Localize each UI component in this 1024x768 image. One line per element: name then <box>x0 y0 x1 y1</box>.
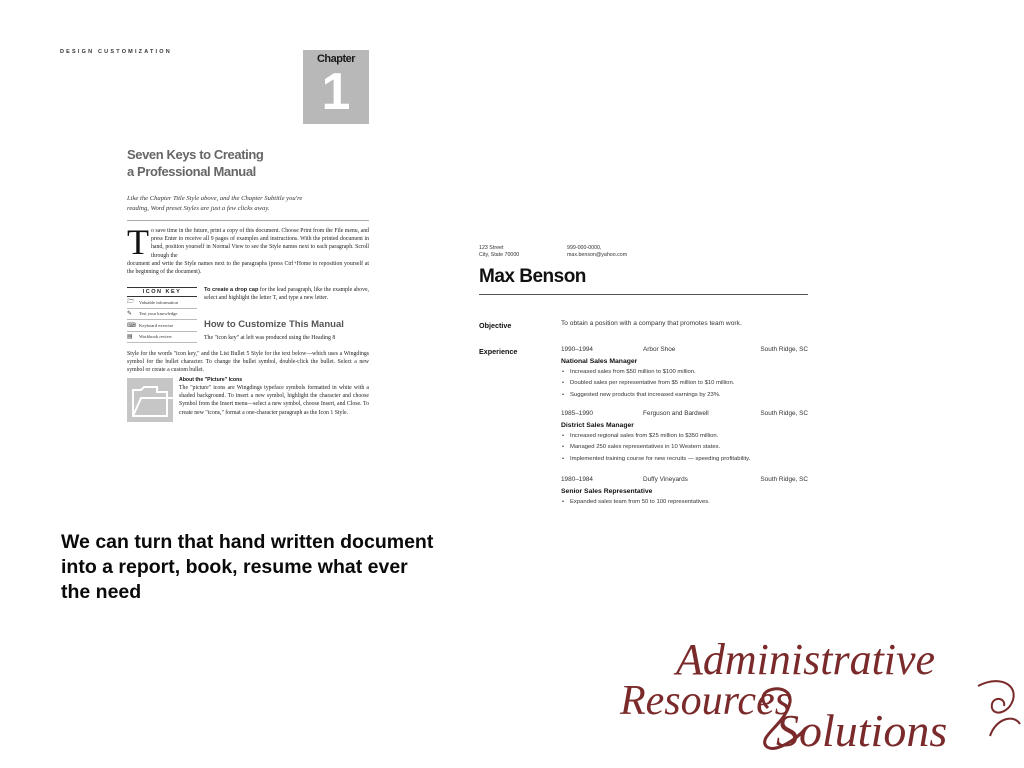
logo-line1: Administrative <box>676 635 936 684</box>
job-bullets <box>561 431 808 465</box>
manual-title-line2: a Professional Manual <box>127 164 256 179</box>
resume-contact <box>567 245 627 259</box>
dropcap-tip <box>204 286 369 302</box>
resume-name: Max Benson <box>479 266 586 287</box>
drop-cap: T <box>127 222 149 262</box>
address-line2: City, State 70000 <box>479 251 520 258</box>
customize-heading: How to Customize This Manual <box>204 319 344 330</box>
job-dates: 1980–1984 <box>561 476 593 483</box>
job-bullet: • Increased sales from $50 million to $100 million. <box>561 367 808 378</box>
manual-title <box>127 146 327 180</box>
address-line1: 123 Street <box>479 245 504 251</box>
job-bullet: • Implemented training course for new recruits — speeding profitability. <box>561 454 808 465</box>
job-entry <box>561 346 808 401</box>
intro-paragraph: o save time in the future, print a copy of this document. Choose Print from the File menu, and press Enter to receive all 9 pages of examples and instructions. With the printed document in hand, position yourself in Normal View to see the Style names next to each paragraph. Scroll through the <box>151 228 369 259</box>
logo-line2b: Solutions <box>776 705 948 756</box>
job-header <box>561 410 808 420</box>
job-title: Senior Sales Representative <box>561 488 653 495</box>
icon-key <box>127 287 197 343</box>
job-title: National Sales Manager <box>561 358 638 365</box>
icon-key-row <box>127 332 197 344</box>
company-logo <box>618 628 1024 758</box>
divider <box>479 294 808 295</box>
divider <box>127 220 369 221</box>
job-dates: 1990–1994 <box>561 346 593 353</box>
job-bullet: • Managed 250 sales representatives in 10 Western states. <box>561 442 808 453</box>
job-bullet: • Suggested new products that increased earnings by 23%. <box>561 390 808 401</box>
objective-label: Objective <box>479 321 512 330</box>
chapter-number: 1 <box>321 63 351 121</box>
icon-key-row <box>127 309 197 321</box>
job-company: Arbor Shoe <box>643 346 676 353</box>
picture-icons-text: The "picture" icons are Wingdings typeface symbols formatted in white with a shaded background. To insert a new symbol, highlight the character and choose Symbol from the Insert menu—select a new symbol, choose Insert, and Close. To create new "icons," format a one-character paragraph as the Icon 1 Style. <box>179 385 369 416</box>
pencil-icon: ✎ <box>127 310 133 318</box>
workbook-icon: ▤ <box>127 333 133 341</box>
manual-title-line1: Seven Keys to Creating <box>127 147 264 162</box>
dropcap-tip-lead: To create a drop cap <box>204 287 259 293</box>
icon-key-label: Test your knowledge <box>139 311 178 317</box>
manual-section-header: DESIGN CUSTOMIZATION <box>60 49 172 55</box>
job-company: Duffy Vineyards <box>643 476 688 483</box>
logo-line2a: Resources <box>620 678 792 724</box>
job-header <box>561 476 808 486</box>
job-company: Ferguson and Bardwell <box>643 410 709 417</box>
job-location: South Ridge, SC <box>760 476 808 483</box>
customize-paragraph: The "icon key" at left was produced using the Heading 8 <box>204 335 336 341</box>
resume-email: max.benson@yahoo.com <box>567 251 628 258</box>
picture-icons-heading: About the "Picture" Icons <box>179 377 243 383</box>
keyboard-icon: ⌨ <box>127 321 136 329</box>
job-bullets <box>561 367 808 401</box>
job-entry <box>561 410 808 465</box>
icon-key-label: Workbook review <box>139 334 172 340</box>
job-bullets <box>561 497 808 508</box>
icon-key-row <box>127 320 197 332</box>
icon-key-row <box>127 297 197 309</box>
intro-paragraph-continued: document and write the Style names next to the paragraphs (press Ctrl+Home to reposition yourself at the beginning of the document). <box>127 261 369 276</box>
slide-caption: We can turn that hand written document into a report, book, resume what ever the need <box>61 531 434 603</box>
objective-text: To obtain a position with a company that promotes team work. <box>561 320 742 327</box>
job-bullet: • Expanded sales team from 50 to 100 representatives. <box>561 497 808 508</box>
job-dates: 1985–1990 <box>561 410 593 417</box>
chapter-badge <box>303 50 369 124</box>
chapter-word: Chapter <box>316 53 356 65</box>
job-bullet: • Increased regional sales from $25 million to $350 million. <box>561 431 808 442</box>
job-location: South Ridge, SC <box>760 346 808 353</box>
icon-key-title: ICON KEY <box>127 287 197 297</box>
job-entry <box>561 476 808 508</box>
picture-folder-icon <box>127 378 173 422</box>
folder-icon: 🗁 <box>127 298 135 306</box>
experience-label: Experience <box>479 347 518 356</box>
icon-key-label: Valuable information <box>139 299 178 305</box>
job-location: South Ridge, SC <box>760 410 808 417</box>
resume-address <box>479 245 519 259</box>
dropcap-tip-text: for the lead paragraph, like the example above, select and highlight the letter T, and type a new letter. <box>204 287 370 302</box>
manual-subtitle: Like the Chapter Title Style above, and the Chapter Subtitle you're reading, Word preset Styles are just a few clicks away. <box>127 195 303 212</box>
customize-paragraph-continued: Style for the words "icon key," and the List Bullet 5 Style for the text below—which uses a Wingdings symbol for the bullet character. To change the bullet symbol, double-click the bullet. Select a new symbol or create a custom bullet. <box>127 351 369 374</box>
job-header <box>561 346 808 356</box>
resume-phone: 999-000-0000, <box>567 245 602 251</box>
icon-key-label: Keyboard exercise <box>139 322 174 328</box>
logo-flourish <box>978 681 1014 712</box>
job-bullet: • Doubled sales per representative from $5 million to $10 million. <box>561 378 808 389</box>
logo-flourish <box>990 719 1020 736</box>
job-title: District Sales Manager <box>561 422 634 429</box>
